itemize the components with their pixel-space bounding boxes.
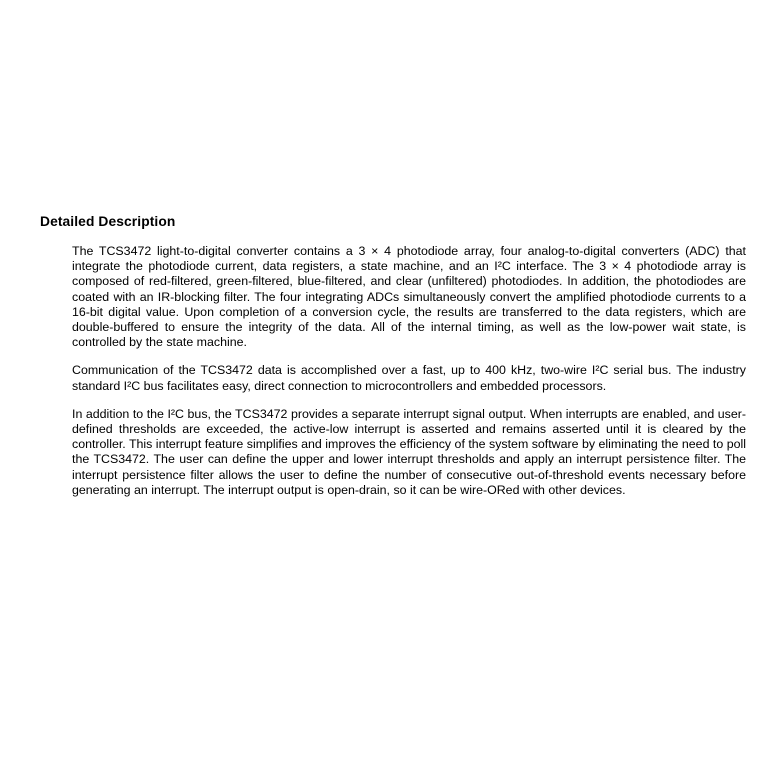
section-heading: Detailed Description [40,214,176,229]
detailed-description-section [40,214,746,498]
body-paragraph-interrupt: In addition to the I²C bus, the TCS3472 provides a separate interrupt signal output. When interrupts are enabled, and user-defined thresholds are exceeded, the active-low interrupt is asserted and remains asserted until it is cleared by the controller. This interrupt feature simplifies and improves the efficiency of the system software by eliminating the need to poll the TCS3472. The user can define the upper and lower interrupt thresholds and apply an interrupt persistence filter. The interrupt persistence filter allows the user to define the number of consecutive out-of-threshold events necessary before generating an interrupt. The interrupt output is open-drain, so it can be wire-ORed with other devices. [72,406,746,497]
body-paragraph-communication: Communication of the TCS3472 data is accomplished over a fast, up to 400 kHz, two-wire I²C serial bus. The industry standard I²C bus facilitates easy, direct connection to microcontrollers and embedded processors. [72,363,746,393]
body-paragraph-overview: The TCS3472 light-to-digital converter contains a 3 × 4 photodiode array, four analog-to-digital converters (ADC) that integrate the photodiode current, data registers, a state machine, and an I²C interface. The 3 × 4 photodiode array is composed of red-filtered, green-filtered, blue-filtered, and clear (unfiltered) photodiodes. In addition, the photodiodes are coated with an IR-blocking filter. The four integrating ADCs simultaneously convert the amplified photodiode currents to a 16-bit digital value. Upon completion of a conversion cycle, the results are transferred to the data registers, which are double-buffered to ensure the integrity of the data. All of the internal timing, as well as the low-power wait state, is controlled by the state machine. [72,244,746,350]
